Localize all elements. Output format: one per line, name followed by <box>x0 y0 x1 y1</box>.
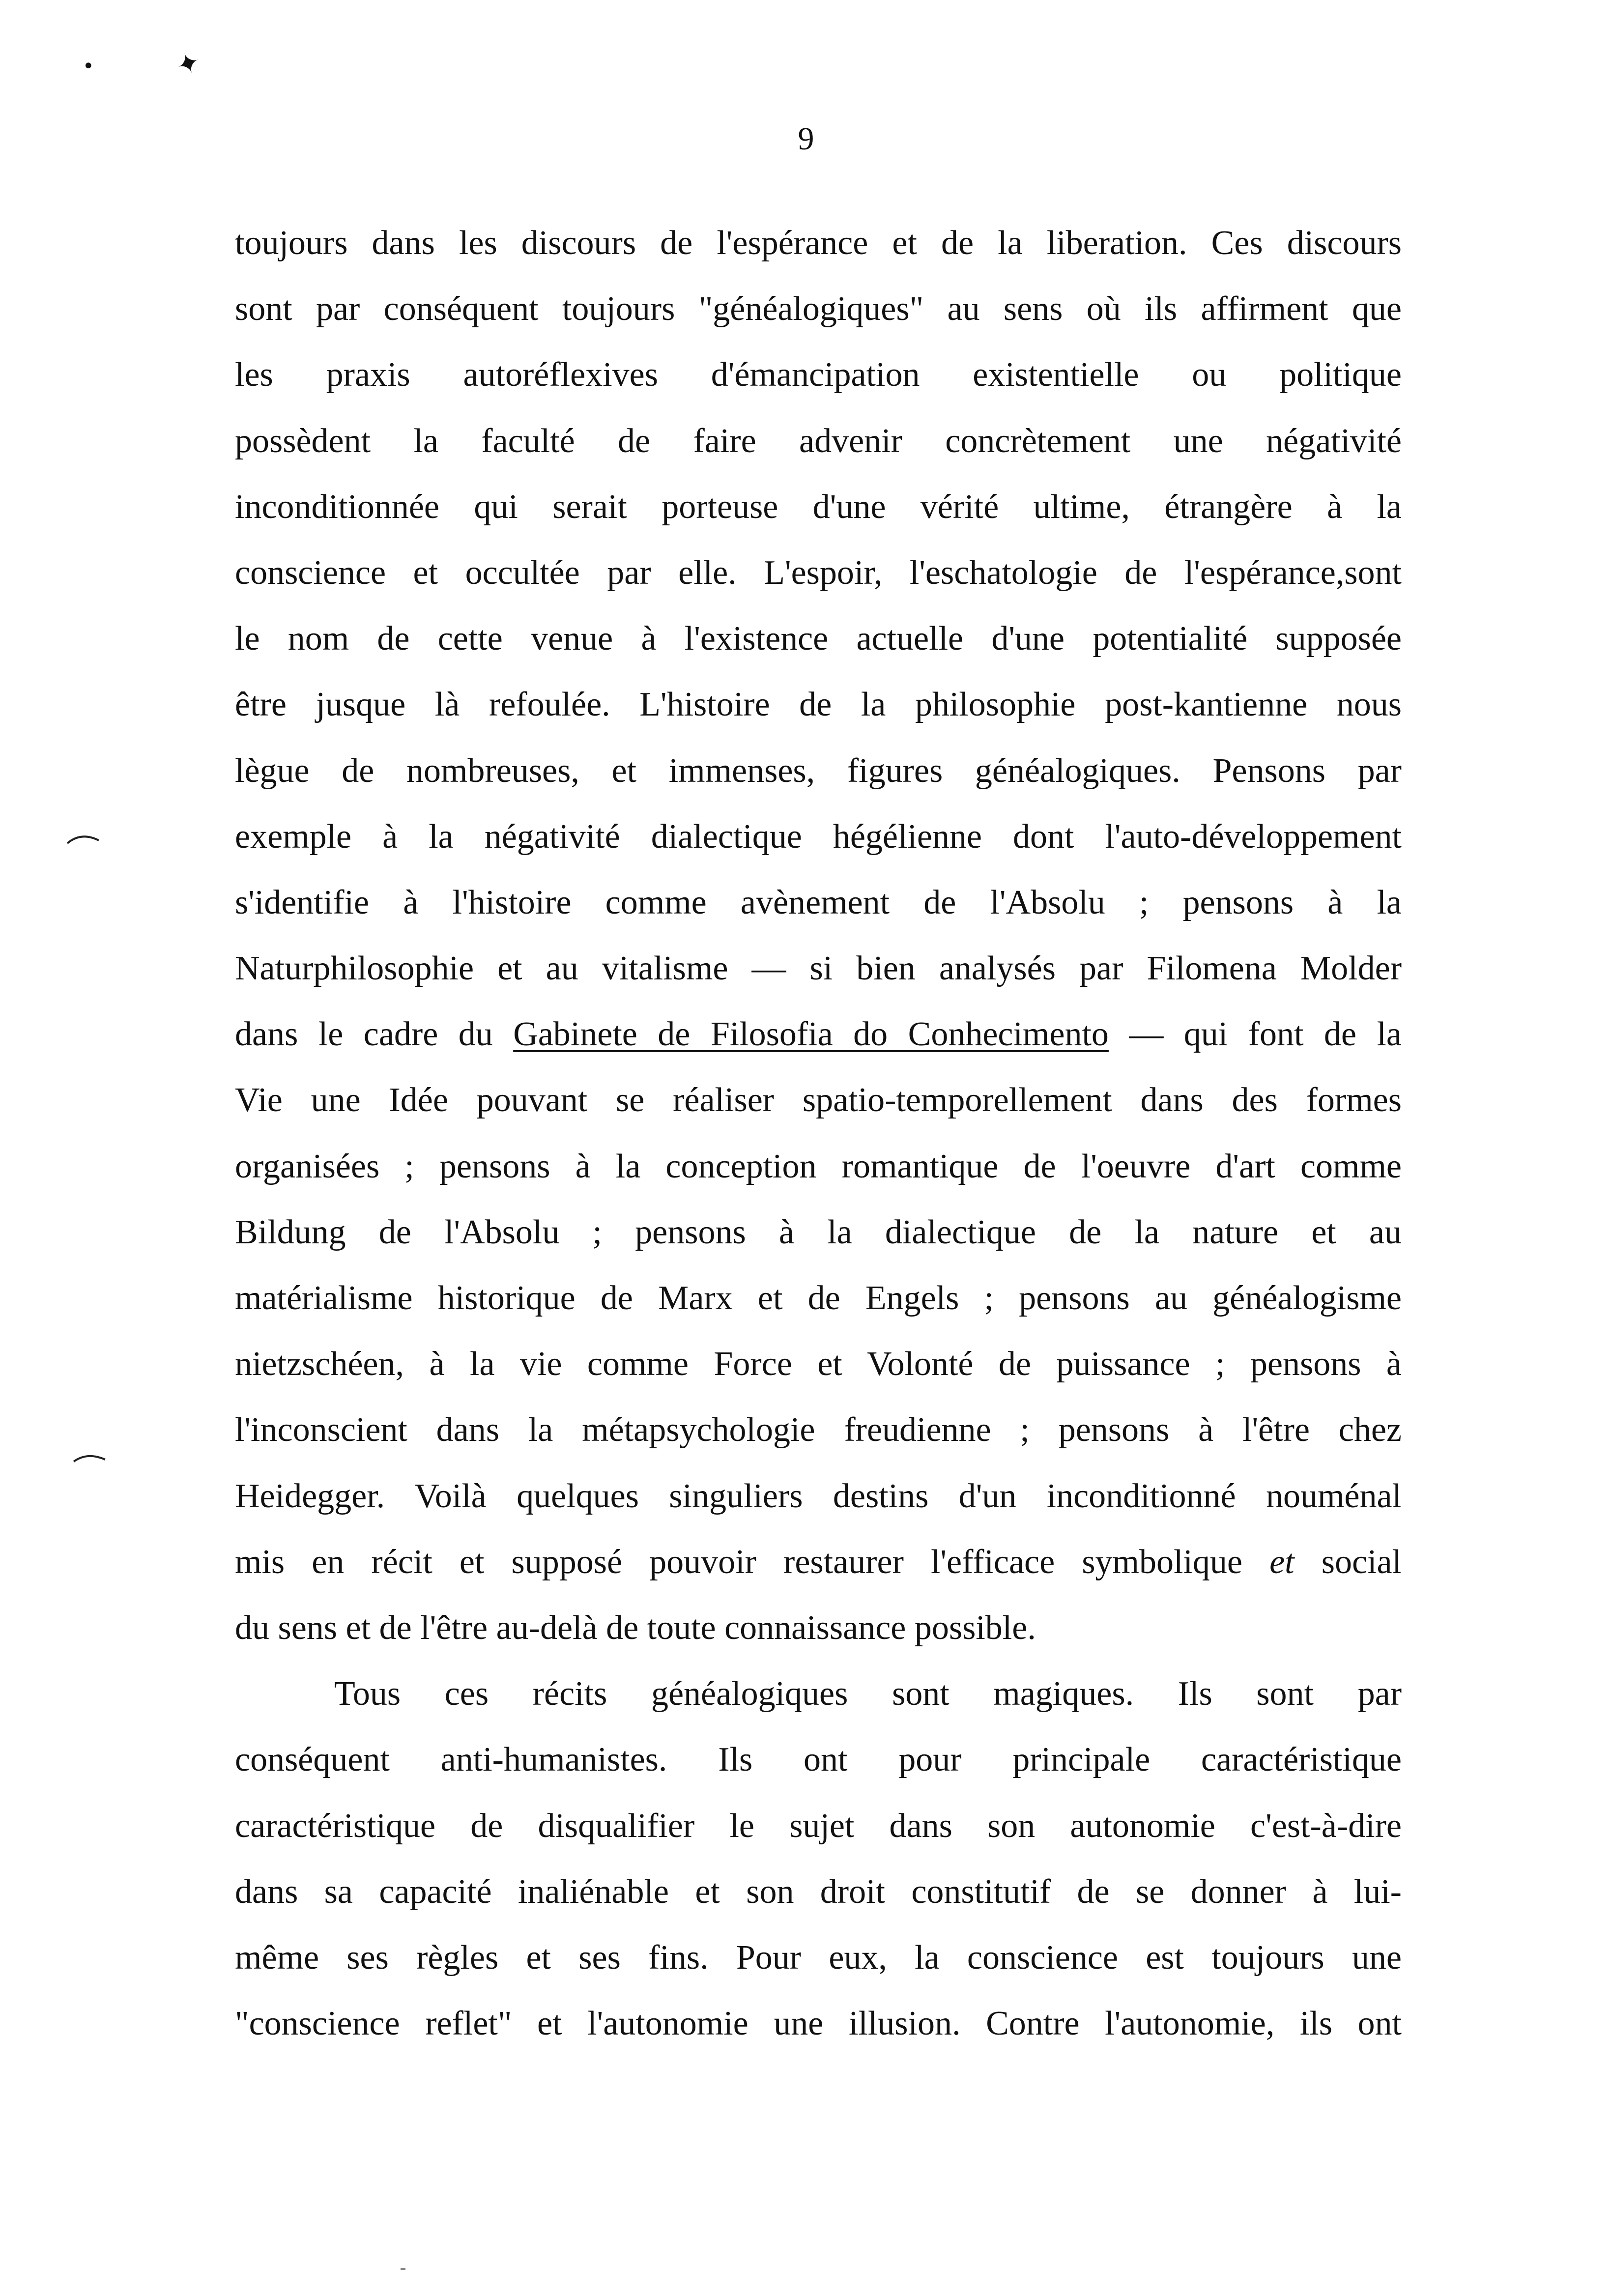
text-line: du sens et de l'être au-delà de toute connaissance possible. <box>235 1608 1036 1647</box>
text-line: organisées ; pensons à la conception romantique de l'oeuvre d'art comme <box>235 1147 1402 1185</box>
text-line: sont par conséquent toujours "généalogiques" au sens où ils affirment que <box>235 290 1402 328</box>
italic-word: et <box>1269 1543 1295 1581</box>
text-line: conséquent anti-humanistes. Ils ont pour principale caractéristique <box>235 1741 1402 1779</box>
text-line: Naturphilosophie et au vitalisme — si bien analysés par Filomena Molder <box>235 949 1402 988</box>
text-line: Tous ces récits généalogiques sont magiques. Ils sont par <box>334 1675 1402 1713</box>
text-line: les praxis autoréflexives d'émancipation existentielle ou politique <box>235 356 1402 394</box>
text-line: le nom de cette venue à l'existence actuelle d'une potentialité supposée <box>235 620 1402 658</box>
text-line: Vie une Idée pouvant se réaliser spatio-temporellement dans des formes <box>235 1081 1402 1119</box>
text-line <box>235 1002 1402 1067</box>
text-line: Heidegger. Voilà quelques singuliers destins d'un inconditionné nouménal <box>235 1477 1402 1515</box>
text-line: matérialisme historique de Marx et de Engels ; pensons au généalogisme <box>235 1279 1402 1317</box>
scan-speck: ✦ <box>172 45 205 84</box>
scan-speck: • <box>83 55 94 78</box>
text-line: être jusque là refoulée. L'histoire de la philosophie post-kantienne nous <box>235 686 1402 724</box>
text-line: inconditionnée qui serait porteuse d'une vérité ultime, étrangère à la <box>235 488 1402 526</box>
text-line: nietzschéen, à la vie comme Force et Volonté de puissance ; pensons à <box>235 1345 1402 1383</box>
text-line: exemple à la négativité dialectique hégélienne dont l'auto-développement <box>235 817 1402 856</box>
text-line: même ses règles et ses fins. Pour eux, la conscience est toujours une <box>235 1938 1402 1977</box>
margin-mark <box>73 1450 107 1464</box>
text-line: "conscience reflet" et l'autonomie une illusion. Contre l'autonomie, ils ont <box>235 2005 1402 2043</box>
body-text <box>235 210 1402 2057</box>
margin-mark <box>66 831 101 845</box>
text-line: caractéristique de disqualifier le sujet dans son autonomie c'est-à-dire <box>235 1807 1402 1845</box>
text-fragment: dans le cadre du <box>235 1015 514 1054</box>
text-fragment: — qui font de la <box>1108 1015 1402 1054</box>
text-line: l'inconscient dans la métapsychologie freudienne ; pensons à l'être chez <box>235 1411 1402 1449</box>
text-line: possèdent la faculté de faire advenir concrètement une négativité <box>235 422 1402 460</box>
text-line: toujours dans les discours de l'espérance et de la liberation. Ces discours <box>235 224 1402 262</box>
page-number: 9 <box>798 121 814 157</box>
text-line: dans sa capacité inaliénable et son droit constitutif de se donner à lui- <box>235 1872 1402 1911</box>
text-fragment: social <box>1294 1543 1402 1581</box>
scan-speck <box>401 2268 405 2270</box>
text-line <box>235 1529 1402 1595</box>
text-line: conscience et occultée par elle. L'espoir, l'eschatologie de l'espérance,sont <box>235 553 1402 592</box>
text-line: lègue de nombreuses, et immenses, figures généalogiques. Pensons par <box>235 751 1402 790</box>
text-line: s'identifie à l'histoire comme avènement de l'Absolu ; pensons à la <box>235 883 1402 921</box>
text-fragment: mis en récit et supposé pouvoir restaurer l'efficace symbolique <box>235 1543 1270 1581</box>
text-line: Bildung de l'Absolu ; pensons à la dialectique de la nature et au <box>235 1213 1402 1251</box>
underlined-title: Gabinete de Filosofia do Conhecimento <box>513 1015 1109 1054</box>
